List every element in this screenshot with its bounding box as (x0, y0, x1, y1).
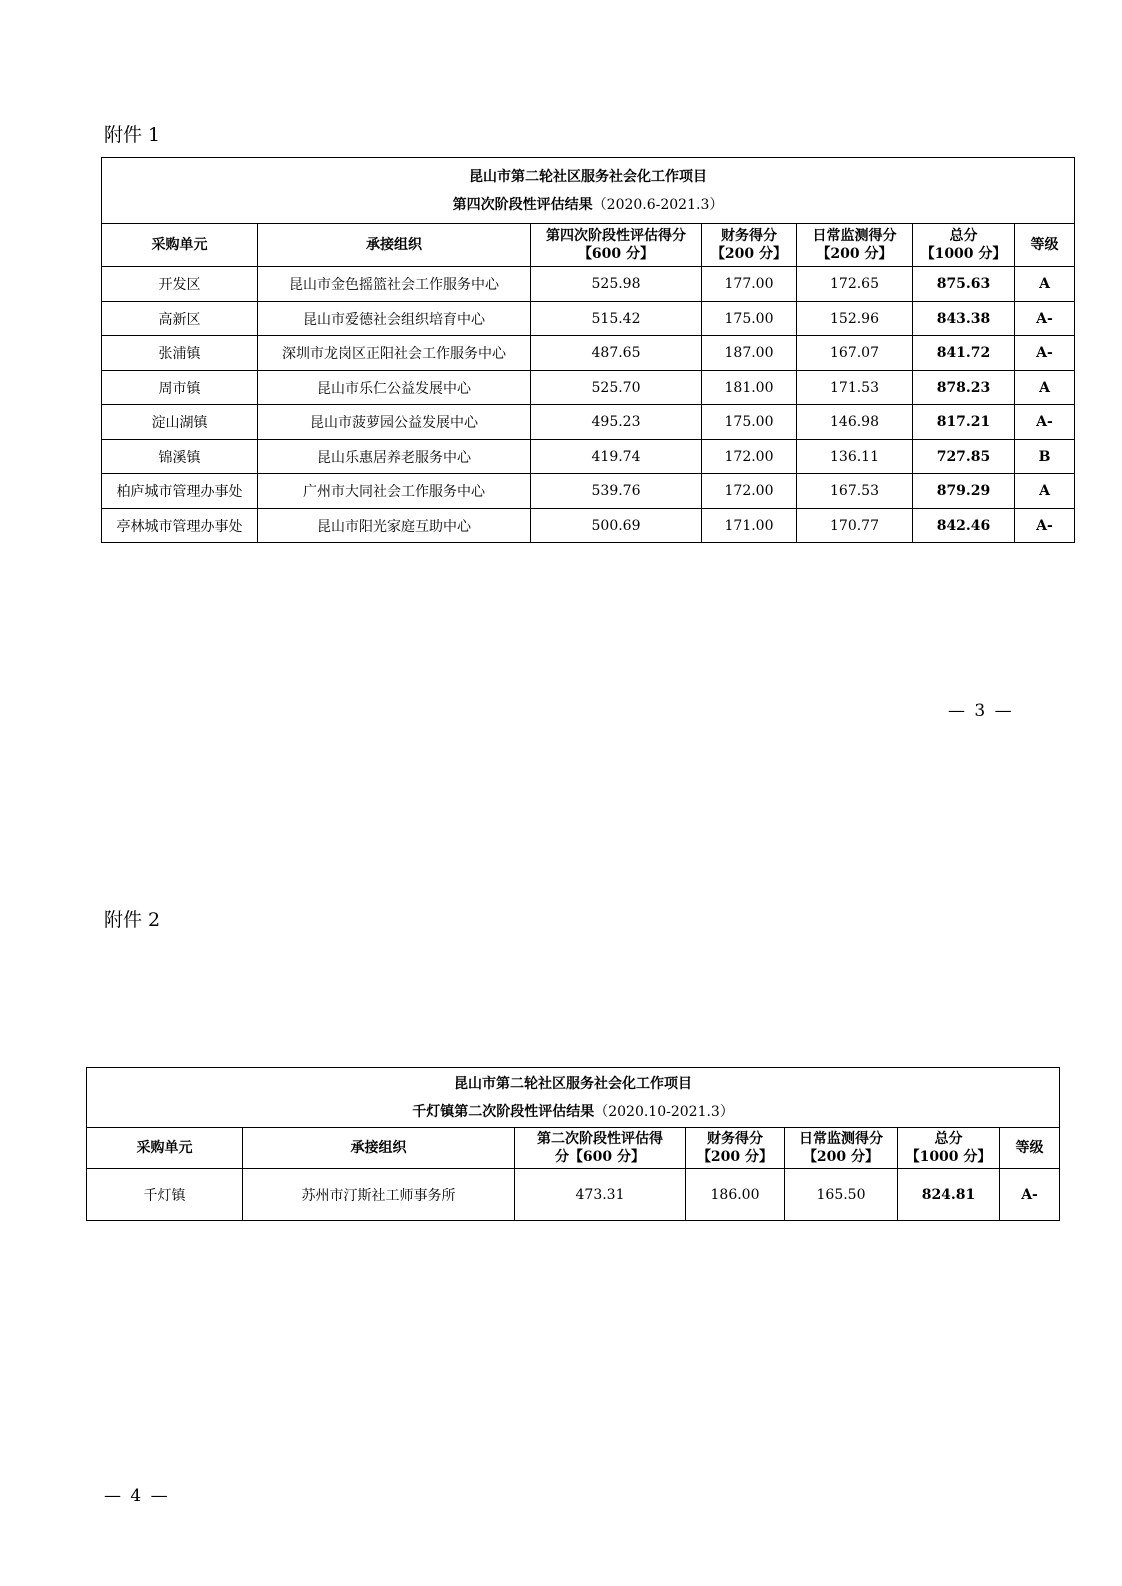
cell-finance: 172.00 (702, 440, 797, 474)
table-row (102, 405, 1075, 440)
table-title (102, 158, 1075, 224)
cell-stage: 515.42 (531, 302, 702, 336)
header-stage-line2: 分【600 分】 (554, 1149, 646, 1165)
cell-grade: A- (1015, 509, 1075, 543)
cell-total: 824.81 (898, 1169, 1000, 1221)
page-number-4: — 4 — (104, 1486, 170, 1506)
cell-finance: 187.00 (702, 336, 797, 371)
cell-unit: 锦溪镇 (102, 440, 258, 474)
header-total-line2: 【1000 分】 (920, 246, 1007, 262)
cell-total: 841.72 (913, 336, 1015, 371)
header-finance-line1: 财务得分 (721, 228, 777, 244)
header-finance (702, 224, 797, 267)
cell-total: 879.29 (913, 474, 1015, 509)
cell-daily: 165.50 (785, 1169, 898, 1221)
table-row (87, 1169, 1060, 1221)
cell-daily: 167.53 (797, 474, 913, 509)
cell-total: 843.38 (913, 302, 1015, 336)
cell-org: 昆山市爱德社会组织培育中心 (258, 302, 531, 336)
cell-grade: A (1015, 371, 1075, 405)
header-total (898, 1128, 1000, 1169)
cell-daily: 171.53 (797, 371, 913, 405)
cell-grade: A- (1015, 336, 1075, 371)
title-line-1: 昆山市第二轮社区服务社会化工作项目 (454, 1075, 693, 1092)
evaluation-table-1 (101, 157, 1075, 543)
cell-daily: 146.98 (797, 405, 913, 440)
header-org: 承接组织 (243, 1128, 515, 1169)
header-org: 承接组织 (258, 224, 531, 267)
cell-grade: A (1015, 267, 1075, 302)
cell-total: 817.21 (913, 405, 1015, 440)
cell-grade: A (1015, 474, 1075, 509)
header-finance-line2: 【200 分】 (710, 246, 788, 262)
cell-stage: 539.76 (531, 474, 702, 509)
cell-stage: 525.98 (531, 267, 702, 302)
cell-stage: 473.31 (515, 1169, 686, 1221)
header-grade: 等级 (1015, 224, 1075, 267)
cell-finance: 175.00 (702, 302, 797, 336)
header-finance-line2: 【200 分】 (696, 1149, 774, 1165)
header-stage-line1: 第二次阶段性评估得 (537, 1131, 663, 1147)
header-stage (515, 1128, 686, 1169)
cell-daily: 172.65 (797, 267, 913, 302)
cell-total: 727.85 (913, 440, 1015, 474)
cell-finance: 181.00 (702, 371, 797, 405)
title-range: （2020.10-2021.3） (594, 1103, 734, 1120)
cell-org: 昆山市菠萝园公益发展中心 (258, 405, 531, 440)
cell-org: 昆山乐惠居养老服务中心 (258, 440, 531, 474)
header-daily (785, 1128, 898, 1169)
table-title (87, 1068, 1060, 1128)
header-daily-line1: 日常监测得分 (812, 228, 897, 244)
attachment-label-2: 附件 2 (104, 909, 161, 931)
header-total-line1: 总分 (949, 228, 978, 244)
cell-finance: 175.00 (702, 405, 797, 440)
table-row (102, 474, 1075, 509)
table-row (102, 302, 1075, 336)
cell-stage: 525.70 (531, 371, 702, 405)
cell-org: 深圳市龙岗区正阳社会工作服务中心 (258, 336, 531, 371)
cell-daily: 170.77 (797, 509, 913, 543)
table-row (102, 371, 1075, 405)
table-row (102, 509, 1075, 543)
header-daily-line1: 日常监测得分 (799, 1131, 883, 1147)
attachment-label-1: 附件 1 (104, 124, 161, 146)
title-line-2 (87, 1098, 1059, 1126)
table-row (102, 267, 1075, 302)
cell-org: 广州市大同社会工作服务中心 (258, 474, 531, 509)
cell-stage: 500.69 (531, 509, 702, 543)
header-stage-line1: 第四次阶段性评估得分 (546, 228, 686, 244)
table-row (102, 440, 1075, 474)
cell-org: 昆山市金色摇篮社会工作服务中心 (258, 267, 531, 302)
header-total (913, 224, 1015, 267)
cell-unit: 张浦镇 (102, 336, 258, 371)
header-daily (797, 224, 913, 267)
header-grade: 等级 (1000, 1128, 1060, 1169)
header-finance-line1: 财务得分 (707, 1131, 763, 1147)
cell-total: 878.23 (913, 371, 1015, 405)
title-range: （2020.6-2021.3） (592, 196, 724, 213)
cell-grade: A- (1015, 405, 1075, 440)
cell-finance: 177.00 (702, 267, 797, 302)
title-line-2 (102, 191, 1074, 219)
cell-unit: 开发区 (102, 267, 258, 302)
header-total-line2: 【1000 分】 (905, 1149, 992, 1165)
cell-finance: 186.00 (686, 1169, 785, 1221)
cell-finance: 171.00 (702, 509, 797, 543)
header-unit: 采购单元 (102, 224, 258, 267)
header-stage-line2: 【600 分】 (577, 246, 655, 262)
header-daily-line2: 【200 分】 (816, 246, 893, 262)
cell-total: 875.63 (913, 267, 1015, 302)
cell-stage: 419.74 (531, 440, 702, 474)
cell-total: 842.46 (913, 509, 1015, 543)
cell-org: 昆山市乐仁公益发展中心 (258, 371, 531, 405)
header-daily-line2: 【200 分】 (802, 1149, 880, 1165)
cell-daily: 167.07 (797, 336, 913, 371)
cell-daily: 136.11 (797, 440, 913, 474)
cell-grade: A- (1000, 1169, 1060, 1221)
cell-unit: 千灯镇 (87, 1169, 243, 1221)
header-stage (531, 224, 702, 267)
cell-org: 昆山市阳光家庭互助中心 (258, 509, 531, 543)
title-line-1: 昆山市第二轮社区服务社会化工作项目 (469, 168, 707, 185)
page-number-3: — 3 — (948, 701, 1014, 721)
table-row (102, 336, 1075, 371)
cell-unit: 淀山湖镇 (102, 405, 258, 440)
title-main: 第四次阶段性评估结果 (452, 196, 593, 213)
cell-stage: 495.23 (531, 405, 702, 440)
evaluation-table-2 (86, 1067, 1060, 1221)
header-unit: 采购单元 (87, 1128, 243, 1169)
cell-stage: 487.65 (531, 336, 702, 371)
cell-unit: 亭林城市管理办事处 (102, 509, 258, 543)
cell-unit: 周市镇 (102, 371, 258, 405)
header-total-line1: 总分 (934, 1131, 963, 1147)
header-finance (686, 1128, 785, 1169)
cell-org: 苏州市汀斯社工师事务所 (243, 1169, 515, 1221)
cell-grade: A- (1015, 302, 1075, 336)
cell-unit: 高新区 (102, 302, 258, 336)
cell-daily: 152.96 (797, 302, 913, 336)
cell-grade: B (1015, 440, 1075, 474)
cell-unit: 柏庐城市管理办事处 (102, 474, 258, 509)
title-main: 千灯镇第二次阶段性评估结果 (412, 1103, 595, 1120)
cell-finance: 172.00 (702, 474, 797, 509)
